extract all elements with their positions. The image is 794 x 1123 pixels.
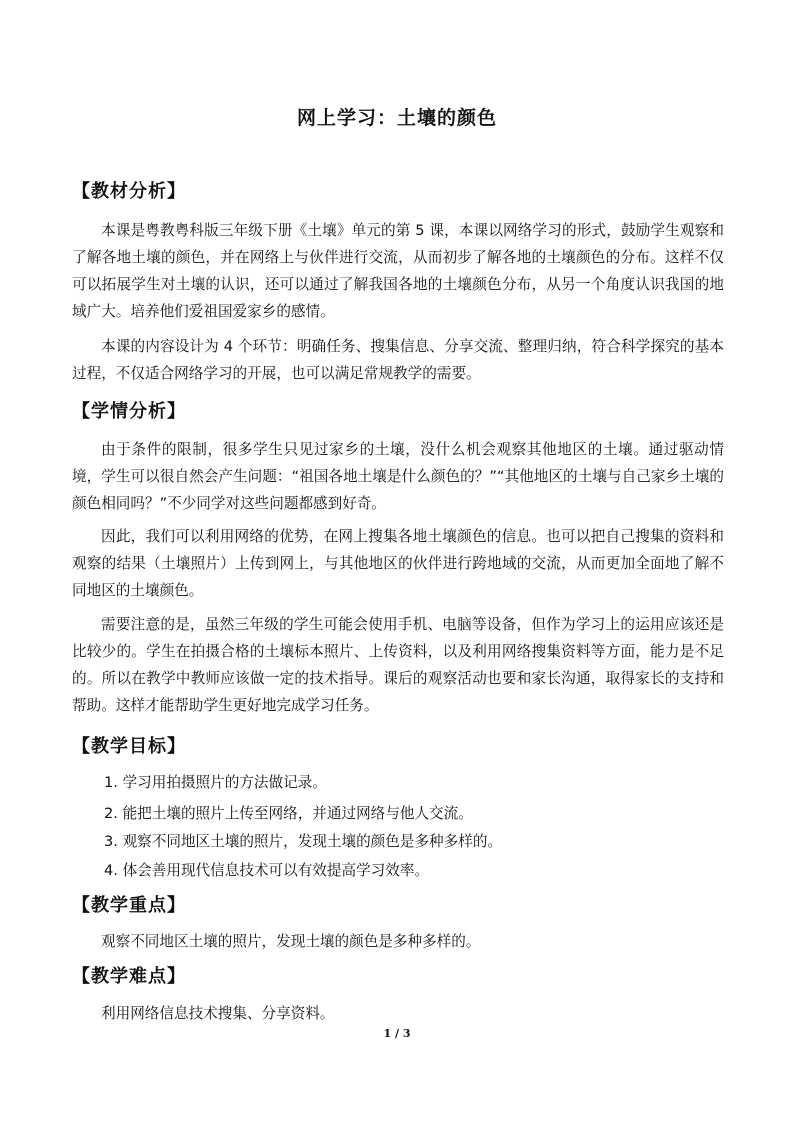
heading-difficulties: 【教学难点】: [72, 966, 186, 987]
analysis-paragraph-2: 本课的内容设计为 4 个环节：明确任务、搜集信息、分享交流、整理归纳，符合科学探究的基本过程，不仅适合网络学习的开展，也可以满足常规教学的需要。: [72, 338, 724, 382]
analysis-paragraph-1: 本课是粤教粤科版三年级下册《土壤》单元的第 5 课，本课以网络学习的形式，鼓励学生观察和了解各地土壤的颜色，并在网络上与伙伴进行交流，从而初步了解各地的土壤颜色的分布。这样不仅可以拓展学生对土壤的认识，还可以通过了解我国各地的土壤颜色分布，从另一个角度认识我国的地域广大。培养他们爱祖国爱家乡的感情。: [72, 222, 724, 320]
goal-item-4: 4. 体会善用现代信息技术可以有效提高学习效率。: [104, 862, 430, 879]
heading-analysis: 【教材分析】: [72, 181, 186, 202]
heading-key-points: 【教学重点】: [72, 895, 186, 916]
students-paragraph-3: 需要注意的是，虽然三年级的学生可能会使用手机、电脑等设备，但作为学习上的运用应该还是比较少的。学生在拍摄合格的土壤标本照片、上传资料，以及利用网络搜集资料等方面，能力是不足的。所以在教学中教师应该做一定的技术指导。课后的观察活动也要和家长沟通，取得家长的支持和帮助。这样才能帮助学生更好地完成学习任务。: [72, 616, 724, 714]
difficulties-text: 利用网络信息技术搜集、分享资料。: [101, 1005, 335, 1022]
page-number: 1 / 3: [383, 1027, 411, 1040]
key-points-text: 观察不同地区土壤的照片，发现土壤的颜色是多种多样的。: [101, 933, 481, 950]
goal-item-1: 1. 学习用拍摄照片的方法做记录。: [104, 774, 327, 791]
goal-item-3: 3. 观察不同地区土壤的照片，发现土壤的颜色是多种多样的。: [104, 833, 503, 850]
page-title: 网上学习：土壤的颜色: [296, 107, 497, 129]
students-paragraph-2: 因此，我们可以利用网络的优势，在网上搜集各地土壤颜色的信息。也可以把自己搜集的资料和观察的结果（土壤照片）上传到网上，与其他地区的伙伴进行跨地域的交流，从而更加全面地了解不同地区的土壤颜色。: [72, 528, 724, 599]
heading-goals: 【教学目标】: [72, 736, 186, 757]
students-paragraph-1: 由于条件的限制，很多学生只见过家乡的土壤，没什么机会观察其他地区的土壤。通过驱动情境，学生可以很自然会产生问题：“祖国各地土壤是什么颜色的？”“其他地区的土壤与自己家乡土壤的颜色相同吗？”不少同学对这些问题都感到好奇。: [72, 441, 724, 512]
heading-students: 【学情分析】: [72, 401, 186, 422]
goal-item-2: 2. 能把土壤的照片上传至网络，并通过网络与他人交流。: [104, 805, 473, 822]
